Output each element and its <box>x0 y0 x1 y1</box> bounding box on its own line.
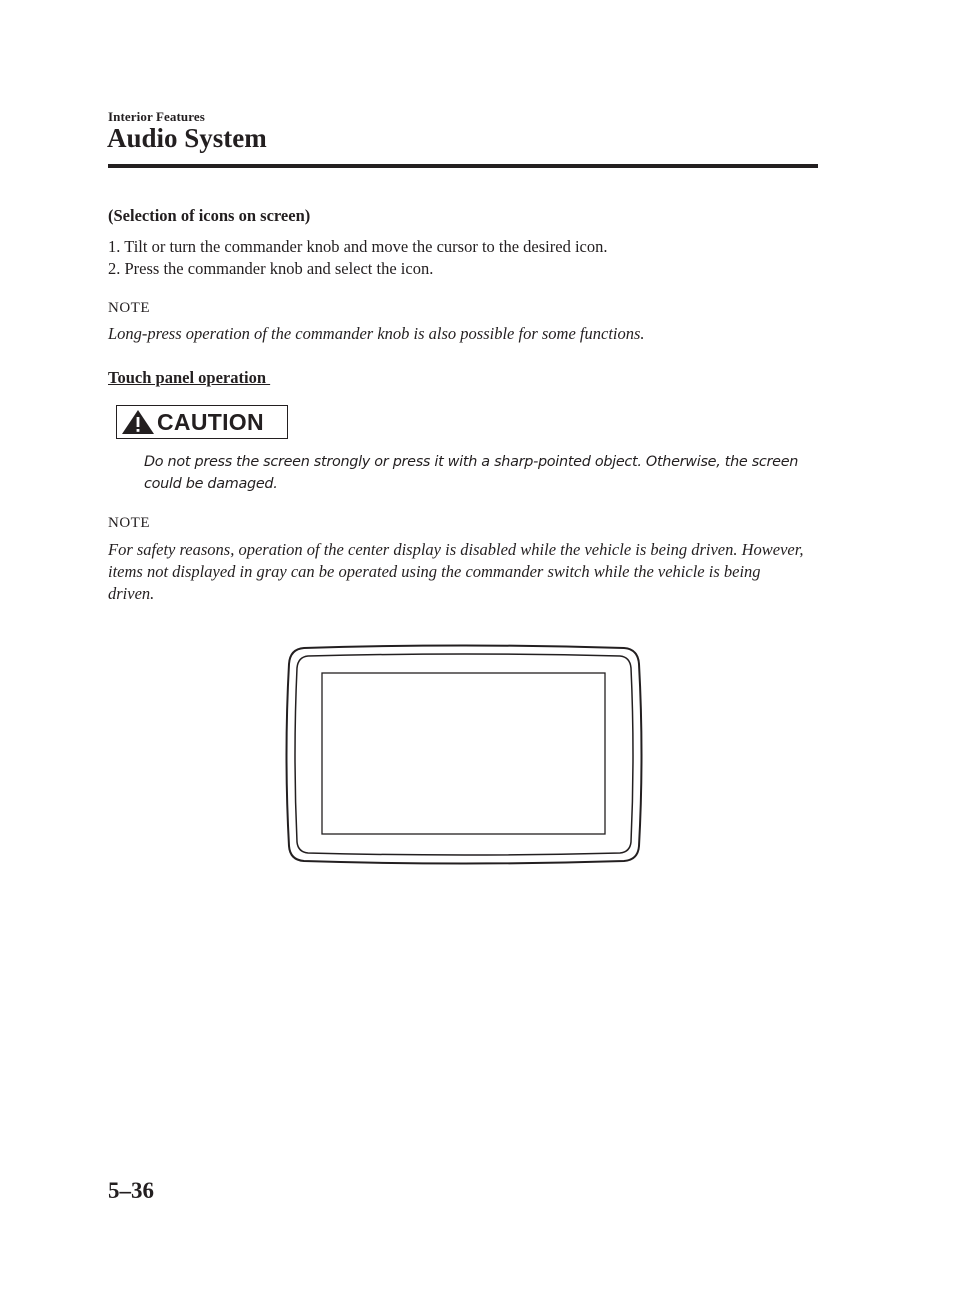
subsection-title: (Selection of icons on screen) <box>108 206 311 225</box>
note-label: NOTE <box>108 300 150 316</box>
section-label: Interior Features <box>108 109 205 124</box>
note-label-2: NOTE <box>108 515 150 531</box>
note-text: Long-press operation of the commander knob is also possible for some functions. <box>108 324 645 343</box>
step-2: 2. Press the commander knob and select the icon. <box>108 259 434 278</box>
page-title: Audio System <box>107 123 267 153</box>
touch-panel-heading: Touch panel operation <box>108 368 271 387</box>
caution-label: CAUTION <box>157 408 264 435</box>
center-display-illustration <box>280 640 650 872</box>
note-text-2: For safety reasons, operation of the center display is disabled while the vehicle is being driven. However, items not displayed in gray can be operated using the commander switch while the vehicle is being driven. <box>108 540 804 603</box>
page-number: 5–36 <box>108 1178 154 1203</box>
warning-triangle-icon <box>121 409 155 435</box>
header-divider <box>108 164 818 168</box>
caution-box <box>116 405 288 439</box>
caution-text: Do not press the screen strongly or press it with a sharp-pointed object. Otherwise, the screen could be damaged. <box>144 454 799 492</box>
step-1: 1. Tilt or turn the commander knob and move the cursor to the desired icon. <box>108 237 608 256</box>
